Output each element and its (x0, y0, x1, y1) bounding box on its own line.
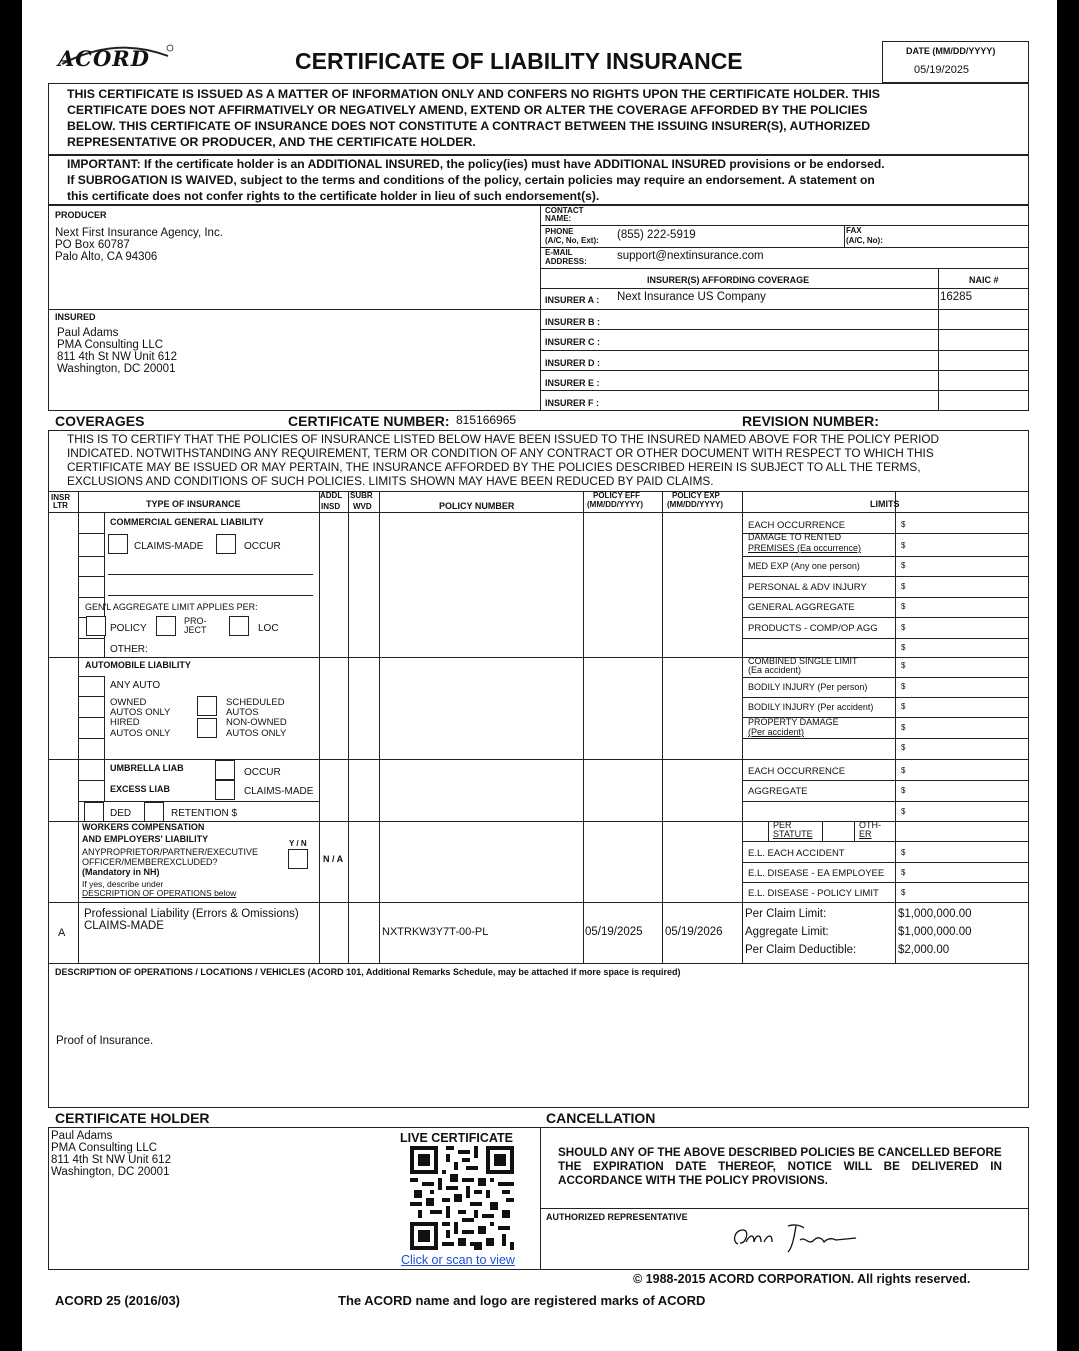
wc-yn: Y / N (289, 839, 307, 848)
acord-logo (56, 40, 176, 80)
auto-limit-bi-person: BODILY INJURY (Per person) (748, 682, 868, 692)
dollar-sign: $ (901, 541, 906, 550)
umbrella-ded-checkbox[interactable] (84, 802, 104, 822)
auto-limit-bi-accident: BODILY INJURY (Per accident) (748, 702, 874, 712)
auto-limit-csl-2: (Ea accident) (748, 665, 802, 675)
wc-oth-2: ER (859, 829, 872, 839)
date-value: 05/19/2025 (914, 64, 970, 76)
gl-other-label: OTHER: (110, 644, 148, 655)
contact-name-label-2: NAME: (545, 214, 572, 223)
revision-number-label: REVISION NUMBER: (742, 413, 879, 429)
wc-limit-each-accident: E.L. EACH ACCIDENT (748, 848, 845, 859)
gl-project-label-2: JECT (184, 625, 207, 635)
footer-form-number: ACORD 25 (2016/03) (55, 1293, 180, 1308)
qr-code[interactable] (410, 1146, 514, 1250)
col-eff-1: POLICY EFF (593, 491, 640, 500)
wc-limit-policy-limit: E.L. DISEASE - POLICY LIMIT (748, 888, 879, 899)
cancellation-line-1: SHOULD ANY OF THE ABOVE DESCRIBED POLICIES BE CANCELLED BEFORE (558, 1146, 1002, 1159)
gl-claims-made-label: CLAIMS-MADE (134, 541, 204, 552)
fax-label-1: FAX (846, 226, 862, 235)
auto-nonowned-2: AUTOS ONLY (226, 728, 287, 739)
important-line-1: IMPORTANT: If the certificate holder is an ADDITIONAL INSURED, the policy(ies) must have ADDITIONAL INSURED provisions or be endorsed. (67, 157, 885, 171)
wc-excluded-checkbox[interactable] (288, 849, 308, 869)
excess-liab-label: EXCESS LIAB (110, 784, 171, 794)
signature-graphic (728, 1216, 860, 1256)
holder-line-2: PMA Consulting LLC (51, 1142, 158, 1154)
col-type: TYPE OF INSURANCE (146, 499, 241, 509)
date-label: DATE (MM/DD/YYYY) (906, 46, 996, 56)
coverages-text-4: EXCLUSIONS AND CONDITIONS OF SUCH POLICIES. LIMITS SHOWN MAY HAVE BEEN REDUCED BY PAID CLAIMS. (67, 474, 714, 488)
col-insr-2: LTR (53, 501, 68, 510)
prof-policy-number: NXTRKW3Y7T-00-PL (382, 926, 489, 938)
auto-hired-1: HIRED (110, 717, 140, 728)
gl-loc-checkbox[interactable] (229, 616, 249, 636)
email-value: support@nextinsurance.com (617, 250, 764, 262)
wc-title-2: AND EMPLOYERS' LIABILITY (82, 834, 209, 844)
important-line-2: If SUBROGATION IS WAIVED, subject to the terms and conditions of the policy, certain policies may require an endorsement. A statement on (67, 173, 875, 187)
col-exp-1: POLICY EXP (672, 491, 720, 500)
gl-limit-med-exp: MED EXP (Any one person) (748, 561, 860, 571)
description-label: DESCRIPTION OF OPERATIONS / LOCATIONS / VEHICLES (ACORD 101, Additional Remarks Schedule, may be attached if more space is required) (55, 967, 681, 977)
dollar-sign: $ (901, 602, 906, 611)
wc-per-statute-2: STATUTE (773, 829, 813, 839)
live-certificate-label: LIVE CERTIFICATE (400, 1131, 513, 1145)
left-dark-border (0, 0, 22, 1351)
gl-project-checkbox[interactable] (156, 616, 176, 636)
auto-limit-pd-1: PROPERTY DAMAGE (748, 717, 839, 727)
gl-limit-products: PRODUCTS - COMP/OP AGG (748, 623, 878, 634)
dollar-sign: $ (901, 702, 906, 711)
qr-code-graphic (410, 1146, 514, 1250)
notice-line-1: THIS CERTIFICATE IS ISSUED AS A MATTER OF INFORMATION ONLY AND CONFERS NO RIGHTS UPON THE CERTIFICATE HOLDER. THIS (67, 87, 880, 101)
dollar-sign: $ (901, 582, 906, 591)
insurer-b-label: INSURER B : (545, 317, 601, 327)
prof-limit-value-2: $1,000,000.00 (898, 926, 972, 938)
dollar-sign: $ (901, 643, 906, 652)
col-subr-1: SUBR (350, 491, 373, 500)
naic-label: NAIC # (969, 275, 999, 285)
gl-title: COMMERCIAL GENERAL LIABILITY (110, 517, 264, 527)
auto-limit-csl-1: COMBINED SINGLE LIMIT (748, 656, 858, 666)
umbrella-limit-aggregate: AGGREGATE (748, 786, 808, 797)
auto-scheduled-checkbox[interactable] (197, 696, 217, 716)
footer-marks: The ACORD name and logo are registered marks of ACORD (338, 1293, 706, 1308)
producer-line-2: PO Box 60787 (55, 239, 130, 251)
wc-q5: DESCRIPTION OF OPERATIONS below (82, 888, 237, 898)
footer-copyright: © 1988-2015 ACORD CORPORATION. All rights reserved. (633, 1272, 971, 1286)
gl-limit-general-agg: GENERAL AGGREGATE (748, 602, 855, 613)
prof-type-1: Professional Liability (Errors & Omissions) (84, 908, 299, 920)
holder-line-4: Washington, DC 20001 (51, 1166, 170, 1178)
notice-line-3: BELOW. THIS CERTIFICATE OF INSURANCE DOES NOT CONSTITUTE A CONTRACT BETWEEN THE ISSUING INSURER(S), AUTHORIZED (67, 119, 871, 133)
dollar-sign: $ (901, 561, 906, 570)
notice-line-2: CERTIFICATE DOES NOT AFFIRMATIVELY OR NEGATIVELY AMEND, EXTEND OR ALTER THE COVERAGE AFFORDED BY THE POLICIES (67, 103, 868, 117)
insurer-f-label: INSURER F : (545, 398, 599, 408)
wc-na: N / A (323, 854, 344, 864)
umbrella-claims-made-label: CLAIMS-MADE (244, 786, 314, 797)
insurer-e-label: INSURER E : (545, 378, 600, 388)
coverages-text-3: CERTIFICATE MAY BE ISSUED OR MAY PERTAIN, THE INSURANCE AFFORDED BY THE POLICIES DESCRIBED HEREIN IS SUBJECT TO ALL THE TERMS, (67, 460, 921, 474)
cancellation-label: CANCELLATION (546, 1110, 656, 1126)
email-label-2: ADDRESS: (545, 257, 587, 266)
fax-label-2: (A/C, No): (846, 236, 883, 245)
auto-limit-pd-2: (Per accident) (748, 727, 805, 737)
gl-limit-damage-rented-1: DAMAGE TO RENTED (748, 532, 842, 542)
page-title: CERTIFICATE OF LIABILITY INSURANCE (295, 48, 743, 74)
insured-line-4: Washington, DC 20001 (57, 363, 176, 375)
producer-label: PRODUCER (55, 210, 107, 220)
gl-policy-checkbox[interactable] (86, 616, 106, 636)
certificate-page (22, 0, 1057, 1351)
dollar-sign: $ (901, 868, 906, 877)
dollar-sign: $ (901, 786, 906, 795)
gl-occur-checkbox[interactable] (216, 534, 236, 554)
auto-nonowned-1: NON-OWNED (226, 717, 287, 728)
umbrella-claims-made-checkbox[interactable] (215, 780, 235, 800)
phone-label-1: PHONE (545, 227, 574, 236)
col-addl-2: INSD (321, 502, 341, 511)
cancellation-line-3: ACCORDANCE WITH THE POLICY PROVISIONS. (558, 1174, 828, 1187)
col-eff-2: (MM/DD/YYYY) (587, 500, 643, 509)
auto-scheduled-2: AUTOS (226, 707, 259, 718)
insurer-a-label: INSURER A : (545, 295, 600, 305)
dollar-sign: $ (901, 848, 906, 857)
wc-limit-ea-employee: E.L. DISEASE - EA EMPLOYEE (748, 868, 885, 879)
dollar-sign: $ (901, 682, 906, 691)
holder-line-3: 811 4th St NW Unit 612 (51, 1154, 171, 1166)
coverages-text-2: INDICATED. NOTWITHSTANDING ANY REQUIREMENT, TERM OR CONDITION OF ANY CONTRACT OR OTHER DOCUMENT WITH RESPECT TO WHICH THIS (67, 446, 934, 460)
umbrella-occur-label: OCCUR (244, 767, 281, 778)
important-line-3: this certificate does not confer rights to the certificate holder in lieu of such endorsement(s). (67, 189, 600, 203)
umbrella-retention-checkbox[interactable] (144, 802, 164, 822)
umbrella-ded-label: DED (110, 808, 132, 819)
contact-name-label-1: CONTACT (545, 206, 584, 215)
dollar-sign: $ (901, 520, 906, 529)
gl-limit-each-occurrence: EACH OCCURRENCE (748, 520, 846, 531)
insured-line-2: PMA Consulting LLC (57, 339, 164, 351)
umbrella-liab-label: UMBRELLA LIAB (110, 763, 184, 773)
coverages-text-1: THIS IS TO CERTIFY THAT THE POLICIES OF INSURANCE LISTED BELOW HAVE BEEN ISSUED TO THE INSURED NAMED ABOVE FOR THE POLICY PERIOD (67, 432, 940, 446)
gl-claims-made-checkbox[interactable] (108, 534, 128, 554)
insured-label: INSURED (55, 312, 96, 322)
wc-oth-1: OTH- (859, 820, 881, 830)
right-dark-border (1057, 0, 1079, 1351)
signature (728, 1216, 860, 1256)
prof-limit-label-2: Aggregate Limit: (745, 926, 829, 938)
insured-line-1: Paul Adams (57, 327, 119, 339)
dollar-sign: $ (901, 661, 906, 670)
auto-hired-2: AUTOS ONLY (110, 728, 171, 739)
cancellation-line-2: THE EXPIRATION DATE THEREOF, NOTICE WILL BE DELIVERED IN (558, 1160, 1002, 1173)
auto-nonowned-checkbox[interactable] (197, 718, 217, 738)
auto-title: AUTOMOBILE LIABILITY (85, 660, 191, 670)
wc-q3: (Mandatory in NH) (82, 867, 160, 877)
wc-title-1: WORKERS COMPENSATION (82, 822, 205, 832)
gl-loc-label: LOC (258, 623, 279, 634)
insurer-d-label: INSURER D : (545, 358, 601, 368)
description-text: Proof of Insurance. (56, 1035, 154, 1047)
notice-line-4: REPRESENTATIVE OR PRODUCER, AND THE CERTIFICATE HOLDER. (67, 135, 476, 149)
certificate-holder-label: CERTIFICATE HOLDER (55, 1110, 210, 1126)
auto-scheduled-1: SCHEDULED (226, 697, 285, 708)
gl-project-label-1: PRO- (184, 616, 207, 626)
prof-limit-label-1: Per Claim Limit: (745, 908, 827, 920)
acord-logo-text: ACORD (58, 46, 150, 71)
gl-agg-applies: GEN'L AGGREGATE LIMIT APPLIES PER: (85, 602, 258, 612)
gl-policy-label: POLICY (110, 623, 147, 634)
col-limits: LIMITS (870, 499, 900, 509)
prof-type-2: CLAIMS-MADE (84, 920, 164, 932)
dollar-sign: $ (901, 623, 906, 632)
prof-exp-date: 05/19/2026 (665, 926, 723, 938)
gl-limit-damage-rented-2: PREMISES (Ea occurrence) (748, 543, 862, 553)
dollar-sign: $ (901, 766, 906, 775)
col-subr-2: WVD (353, 502, 372, 511)
insurer-c-label: INSURER C : (545, 337, 601, 347)
prof-limit-value-3: $2,000.00 (898, 944, 950, 956)
prof-eff-date: 05/19/2025 (585, 926, 643, 938)
holder-line-1: Paul Adams (51, 1130, 113, 1142)
wc-per-statute-1: PER (773, 820, 792, 830)
insurers-heading: INSURER(S) AFFORDING COVERAGE (647, 275, 810, 285)
dollar-sign: $ (901, 743, 906, 752)
wc-q4: If yes, describe under (82, 879, 164, 889)
dollar-sign: $ (901, 807, 906, 816)
col-insr-1: INSR (51, 493, 71, 502)
col-addl-1: ADDL (320, 491, 343, 500)
auto-owned-2: AUTOS ONLY (110, 707, 171, 718)
col-policy-number: POLICY NUMBER (439, 501, 515, 511)
auto-owned-1: OWNED (110, 697, 147, 708)
wc-q2: OFFICER/MEMBEREXCLUDED? (82, 857, 218, 867)
prof-insurer-letter: A (58, 927, 66, 939)
umbrella-limit-each-occurrence: EACH OCCURRENCE (748, 766, 846, 777)
umbrella-occur-checkbox[interactable] (215, 760, 235, 780)
prof-limit-label-3: Per Claim Deductible: (745, 944, 857, 956)
insured-line-3: 811 4th St NW Unit 612 (57, 351, 177, 363)
phone-value: (855) 222-5919 (617, 229, 696, 241)
prof-limit-value-1: $1,000,000.00 (898, 908, 972, 920)
email-label-1: E-MAIL (545, 248, 573, 257)
col-exp-2: (MM/DD/YYYY) (667, 500, 723, 509)
insurer-a-naic: 16285 (940, 291, 972, 303)
dollar-sign: $ (901, 723, 906, 732)
producer-line-1: Next First Insurance Agency, Inc. (55, 227, 223, 239)
certificate-number-value: 815166965 (456, 413, 517, 427)
authorized-rep-label: AUTHORIZED REPRESENTATIVE (546, 1212, 688, 1222)
producer-line-3: Palo Alto, CA 94306 (55, 251, 158, 263)
insurer-a-name: Next Insurance US Company (617, 291, 766, 303)
wc-q1: ANYPROPRIETOR/PARTNER/EXECUTIVE (82, 847, 259, 857)
dollar-sign: $ (901, 888, 906, 897)
phone-label-2: (A/C, No, Ext): (545, 236, 599, 245)
auto-any-auto: ANY AUTO (110, 680, 161, 691)
gl-occur-label: OCCUR (244, 541, 281, 552)
umbrella-retention-label: RETENTION $ (171, 808, 238, 819)
gl-limit-personal-adv: PERSONAL & ADV INJURY (748, 582, 867, 593)
scan-to-view-link[interactable]: Click or scan to view (401, 1253, 515, 1267)
description-box (48, 963, 1029, 1108)
certificate-number-label: CERTIFICATE NUMBER: (288, 413, 450, 429)
coverages-label: COVERAGES (55, 413, 145, 429)
